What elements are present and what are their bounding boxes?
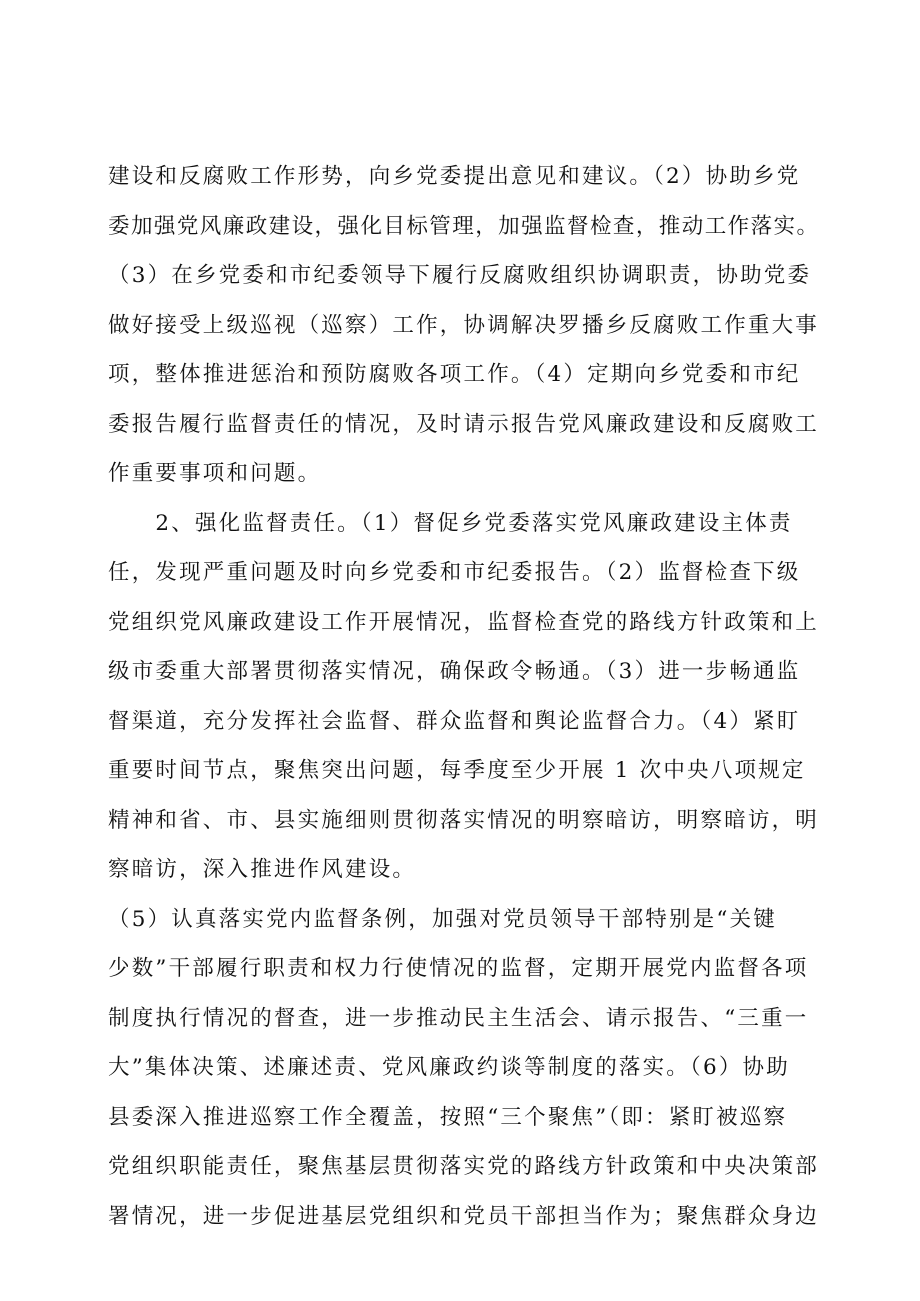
text-line: 委报告履行监督责任的情况，及时请示报告党风廉政建设和反腐败工 (108, 411, 820, 437)
body-text (108, 152, 820, 1241)
text-line: 县委深入推进巡察工作全覆盖，按照“三个聚焦”（即：紧盯被巡察 (108, 1104, 788, 1130)
text-line: 督渠道，充分发挥社会监督、群众监督和舆论监督合力。（4）紧盯 (108, 708, 801, 734)
text-line: 重要时间节点，聚焦突出问题，每季度至少开展 1 次中央八项规定 (108, 758, 806, 783)
text-line: 党组织党风廉政建设工作开展情况，监督检查党的路线方针政策和上 (108, 609, 820, 635)
text-line: 级市委重大部署贯彻落实情况，确保政令畅通。（3）进一步畅通监 (108, 659, 801, 684)
text-line: 委加强党风廉政建设，强化目标管理，加强监督检查，推动工作落实。 (108, 213, 820, 239)
text-line: 任，发现严重问题及时向乡党委和市纪委报告。（2）监督检查下级 (108, 560, 801, 585)
text-line: （3）在乡党委和市纪委领导下履行反腐败组织协调职责，协助党委 (108, 263, 812, 288)
text-line: （5）认真落实党内监督条例，加强对党员领导干部特别是“关键 (108, 906, 777, 932)
text-line: 建设和反腐败工作形势，向乡党委提出意见和建议。（2）协助乡党 (108, 164, 801, 189)
text-line: 制度执行情况的督查，进一步推动民主生活会、请示报告、“三重一 (108, 1005, 809, 1031)
text-line: 察暗访，深入推进作风建设。 (108, 857, 417, 882)
text-line: 2、强化监督责任。（1）督促乡党委落实党风廉政建设主体责 (108, 510, 793, 536)
text-line: 项，整体推进惩治和预防腐败各项工作。（4）定期向乡党委和市纪 (108, 362, 801, 387)
text-line: 党组织职能责任，聚焦基层贯彻落实党的路线方针政策和中央决策部 (108, 1154, 820, 1179)
text-line: 做好接受上级巡视（巡察）工作，协调解决罗播乡反腐败工作重大事 (108, 312, 820, 338)
text-line: 作重要事项和问题。 (108, 461, 322, 486)
text-line: 少数”干部履行职责和权力行使情况的监督，定期开展党内监督各项 (108, 956, 809, 981)
text-line: 署情况，进一步促进基层党组织和党员干部担当作为；聚焦群众身边 (108, 1203, 820, 1229)
text-line: 大”集体决策、述廉述责、党风廉政约谈等制度的落实。（6）协助 (108, 1055, 790, 1080)
text-line: 精神和省、市、县实施细则贯彻落实情况的明察暗访，明察暗访，明 (108, 807, 820, 833)
